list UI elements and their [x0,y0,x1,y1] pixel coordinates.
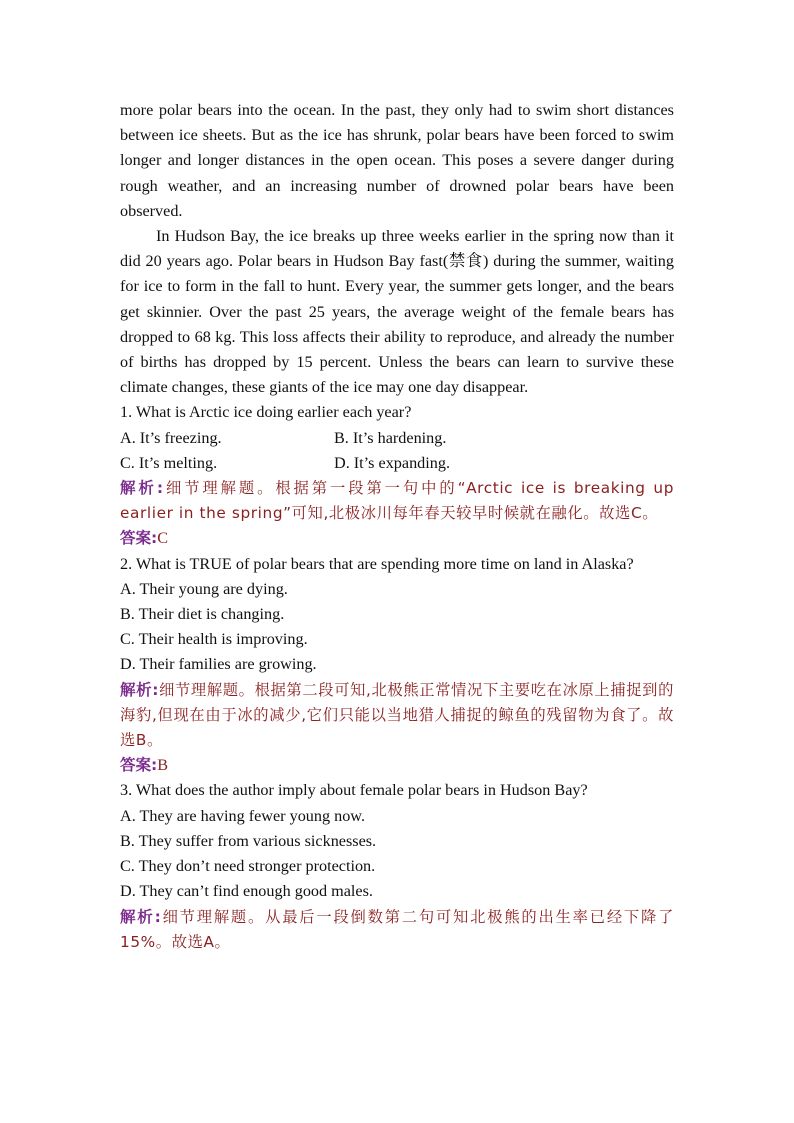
analysis-label: 解析: [120,680,160,699]
question-stem: 3. What does the author imply about female polar bears in Hudson Bay? [120,781,588,800]
analysis-text: 细节理解题。根据第一段第一句中的“Arctic ice is breaking up earlier in the spring”可知,北极冰川每年春天较早时候就在融化。故选C。 [120,479,675,523]
option-d: D. They can’t find enough good males. [120,882,373,901]
analysis-block [120,678,674,754]
answer-line [120,526,674,551]
option-a: A. Their young are dying. [120,579,288,598]
answer-value: B [157,756,169,775]
analysis-text: 细节理解题。根据第二段可知,北极熊正常情况下主要吃在冰原上捕捉到的海豹,但现在由于冰的减少,它们只能以当地猎人捕捉的鲸鱼的残留物为食了。故选B。 [120,680,674,750]
passage-paragraph-2: In Hudson Bay, the ice breaks up three weeks earlier in the spring now than it did 20 years ago. Polar bears in Hudson Bay fast(禁食) during the summer, waiting for ice to form in the fall to hunt. Every year, the summer gets longer, and the bears get skinnier. Over the past 25 years, the average weight of the female bears has dropped to 68 kg. This loss affects their ability to reproduce, and already the number of births has dropped by 15 percent. Unless the bears can learn to survive these climate changes, these giants of the ice may one day disappear. [120,227,674,397]
analysis-label: 解析: [120,479,164,498]
option-c: C. It’s melting. [120,453,218,472]
answer-label: 答案: [120,529,158,548]
option-row [120,426,674,451]
analysis-block [120,905,674,955]
passage-paragraph-1-continued: more polar bears into the ocean. In the past, they only had to swim short distances between ice sheets. But as the ice has shrunk, polar bears have been forced to swim longer and longer distances in the open ocean. This poses a severe danger during rough weather, and an increasing number of drowned polar bears have been observed. [120,101,674,220]
analysis-block [120,476,674,526]
option-d: D. It’s expanding. [334,453,450,472]
option-b: B. It’s hardening. [334,428,447,447]
option-a: A. They are having fewer young now. [120,806,365,825]
option-d: D. Their families are growing. [120,655,317,674]
analysis-text: 细节理解题。从最后一段倒数第二句可知北极熊的出生率已经下降了15%。故选A。 [120,907,674,951]
option-row [120,451,674,476]
answer-label: 答案: [120,756,158,775]
question-1 [120,400,674,551]
option-c: C. Their health is improving. [120,630,308,649]
option-b: B. Their diet is changing. [120,605,285,624]
question-2 [120,552,674,779]
option-c: C. They don’t need stronger protection. [120,857,376,876]
option-b: B. They suffer from various sicknesses. [120,831,377,850]
question-3 [120,778,674,954]
option-a: A. It’s freezing. [120,428,222,447]
question-stem: 2. What is TRUE of polar bears that are spending more time on land in Alaska? [120,554,634,573]
analysis-label: 解析: [120,907,162,926]
answer-line [120,753,674,778]
answer-value: C [157,529,169,548]
question-stem: 1. What is Arctic ice doing earlier each year? [120,403,412,422]
document-page [120,98,674,955]
